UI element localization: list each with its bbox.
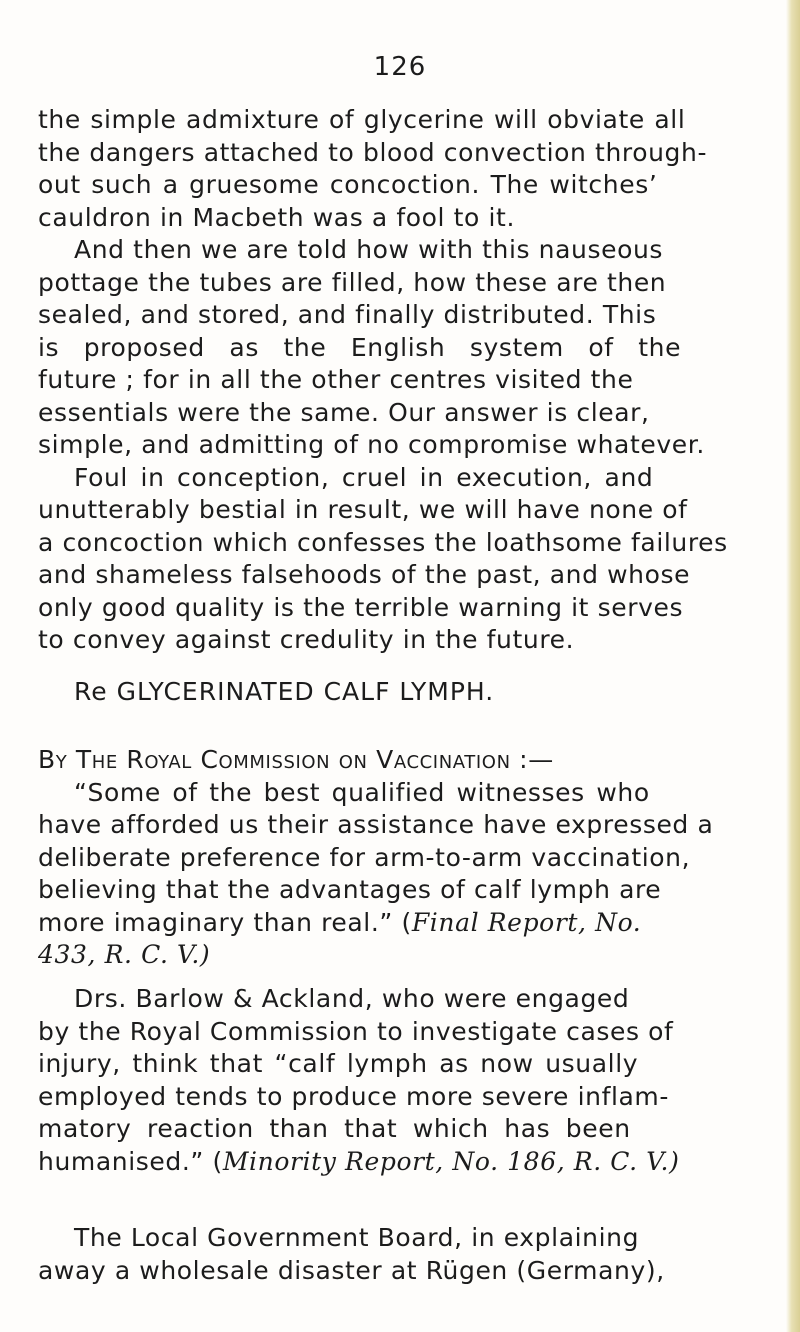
text-line: deliberate preference for arm-to-arm vaccination, bbox=[38, 842, 691, 872]
text-line: and shameless falsehoods of the past, and whose bbox=[38, 560, 691, 589]
text-line: by the Royal Commission to investigate cases of bbox=[38, 1016, 674, 1046]
heading-text: Re GLYCERINATED CALF LYMPH. bbox=[74, 677, 495, 706]
text-line: sealed, and stored, and finally distributed. This bbox=[38, 300, 657, 329]
text-line: only good quality is the terrible warning it serves bbox=[38, 592, 684, 622]
paragraph-glycerine bbox=[38, 104, 738, 234]
text-line: have afforded us their assistance have expressed a bbox=[38, 810, 714, 839]
quote-intro: By The Royal Commission on Vaccination :— bbox=[38, 745, 554, 774]
text-line: to convey against credulity in the future. bbox=[38, 625, 575, 654]
text-line: the dangers attached to blood convection through- bbox=[38, 137, 708, 167]
text-line: The Local Government Board, in explaining bbox=[74, 1223, 640, 1252]
text-line: believing that the advantages of calf lymph are bbox=[38, 875, 662, 904]
text-line: employed tends to produce more severe inflam- bbox=[38, 1081, 670, 1111]
text-line: the simple admixture of glycerine will obviate all bbox=[38, 105, 686, 134]
text-line: out such a gruesome concoction. The witches’ bbox=[38, 170, 658, 199]
paragraph-local-government-board bbox=[38, 1222, 738, 1287]
text-segment: humanised.” ( bbox=[38, 1146, 223, 1176]
text-line: a concoction which confesses the loathsome failures bbox=[38, 527, 728, 557]
text-line: unutterably bestial in result, we will have none of bbox=[38, 495, 688, 524]
quote-royal-commission bbox=[38, 744, 738, 972]
text-line: future ; for in all the other centres visited the bbox=[38, 365, 634, 394]
paragraph-pottage bbox=[38, 234, 738, 657]
citation: 433, R. C. V.) bbox=[38, 940, 211, 969]
text-line: And then we are told how with this nauseous bbox=[74, 235, 664, 264]
citation: Final Report, No. bbox=[411, 907, 642, 937]
quote-barlow-ackland bbox=[38, 983, 738, 1178]
text-line: cauldron in Macbeth was a fool to it. bbox=[38, 202, 515, 232]
text-line: “Some of the best qualified witnesses who bbox=[74, 777, 650, 807]
citation: Minority Report, No. 186, R. C. V.) bbox=[222, 1146, 680, 1176]
text-line bbox=[38, 907, 738, 940]
text-line bbox=[38, 1146, 738, 1179]
text-line: simple, and admitting of no compromise whatever. bbox=[38, 430, 705, 459]
text-line: Foul in conception, cruel in execution, and bbox=[74, 462, 654, 492]
page-edge-shading bbox=[786, 0, 800, 1332]
text-line: matory reaction than that which has been bbox=[38, 1114, 631, 1143]
text-segment: more imaginary than real.” ( bbox=[38, 907, 412, 937]
text-line: Drs. Barlow & Ackland, who were engaged bbox=[74, 984, 630, 1013]
text-line: pottage the tubes are filled, how these are then bbox=[38, 267, 667, 297]
text-line: injury, think that “calf lymph as now usually bbox=[38, 1049, 639, 1078]
text-line: is proposed as the English system of the bbox=[38, 332, 682, 362]
text-line: away a wholesale disaster at Rügen (Germany), bbox=[38, 1255, 665, 1285]
section-heading bbox=[38, 676, 738, 709]
page-number: 126 bbox=[373, 52, 427, 82]
text-line: essentials were the same. Our answer is clear, bbox=[38, 397, 650, 427]
